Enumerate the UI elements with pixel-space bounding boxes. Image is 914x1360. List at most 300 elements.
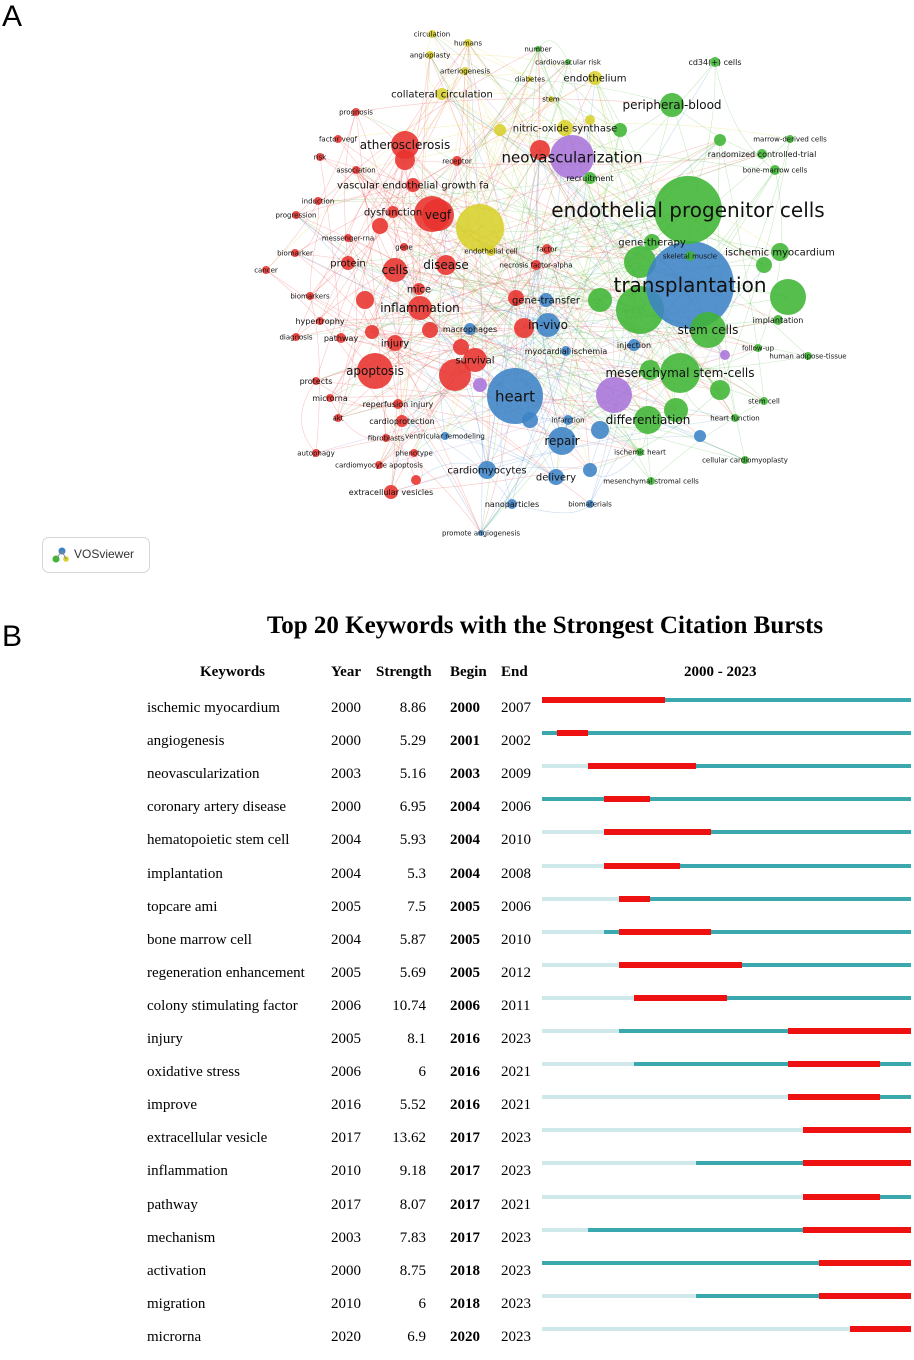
burst-row [0, 897, 914, 930]
timeline-inactive-segment [542, 930, 604, 934]
network-node [714, 134, 726, 146]
header-end: End [501, 664, 528, 680]
timeline-inactive-segment [542, 1327, 850, 1331]
end-cell: 2006 [501, 799, 531, 816]
network-node [494, 124, 506, 136]
network-node-label: nitric-oxide synthase [512, 123, 618, 135]
network-node-label: cardioprotection [369, 416, 435, 426]
timeline-inactive-segment [542, 1294, 696, 1298]
network-node [596, 377, 632, 413]
network-node-label: factor [536, 245, 558, 254]
year-cell: 2017 [331, 1196, 361, 1213]
strength-cell: 10.74 [392, 997, 426, 1014]
network-node-label: heart function [710, 414, 760, 423]
keyword-cell: implantation [147, 865, 223, 882]
network-node-label: endothelial progenitor cells [551, 198, 825, 222]
timeline-inactive-segment [542, 1228, 588, 1232]
end-cell: 2007 [501, 700, 531, 716]
network-node-label: ischemic myocardium [725, 247, 835, 259]
network-node-label: fibroblasts [367, 434, 405, 443]
timeline-burst-segment [604, 796, 650, 802]
timeline-burst-segment [819, 1293, 911, 1299]
strength-cell: 8.1 [407, 1031, 426, 1047]
network-node [473, 378, 487, 392]
keyword-cell: bone marrow cell [147, 931, 252, 948]
network-node-label: differentiation [605, 413, 691, 428]
burst-timeline [542, 797, 911, 803]
year-cell: 2004 [331, 931, 361, 948]
network-node-label: implantation [752, 315, 804, 325]
keyword-cell: improve [147, 1097, 197, 1114]
year-cell: 2004 [331, 832, 361, 849]
keyword-cell: microrna [147, 1328, 202, 1345]
timeline-inactive-segment [542, 830, 604, 834]
network-node-label: skeletal muscle [662, 252, 718, 261]
network-node-label: circulation [413, 30, 451, 39]
burst-timeline [542, 930, 911, 936]
timeline-inactive-segment [542, 1029, 619, 1033]
network-node [583, 463, 597, 477]
network-node-label: prognosis [339, 108, 373, 117]
begin-cell: 2016 [450, 1097, 480, 1114]
burst-row [0, 1128, 914, 1161]
network-node-label: protects [299, 376, 333, 386]
strength-cell: 9.18 [399, 1163, 426, 1180]
keyword-cell: activation [147, 1262, 207, 1279]
begin-cell: 2017 [450, 1163, 480, 1180]
begin-cell: 2004 [450, 799, 480, 816]
timeline-inactive-segment [542, 1095, 788, 1099]
strength-cell: 5.93 [399, 832, 426, 849]
network-node-label: cellular cardiomyoplasty [702, 456, 788, 465]
timeline-burst-segment [619, 929, 711, 935]
burst-row [0, 864, 914, 897]
network-node-label: biomarker [277, 249, 313, 258]
network-node-label: neovascularization [501, 148, 643, 167]
strength-cell: 6 [418, 1064, 426, 1081]
timeline-inactive-segment [542, 897, 619, 901]
network-node-label: mesenchymal stem-cells [605, 366, 755, 381]
burst-timeline [542, 1062, 911, 1068]
timeline-inactive-segment [542, 996, 634, 1000]
timeline-burst-segment [803, 1127, 911, 1133]
network-node-label: factor vegf [318, 135, 358, 144]
burst-row [0, 930, 914, 963]
burst-timeline [542, 1228, 911, 1234]
network-node [694, 430, 706, 442]
end-cell: 2021 [501, 1196, 531, 1213]
network-node-label: messenger-rna [321, 234, 375, 243]
keyword-cell: colony stimulating factor [147, 997, 298, 1014]
year-cell: 2000 [331, 799, 361, 816]
timeline-burst-segment [803, 1194, 880, 1200]
network-node-label: heart [495, 387, 535, 406]
network-node-label: marrow-derived cells [753, 135, 827, 144]
timeline-burst-segment [803, 1160, 911, 1166]
network-node-label: risk [313, 153, 327, 162]
end-cell: 2006 [501, 898, 531, 915]
network-node-label: microrna [312, 393, 348, 403]
year-cell: 2005 [331, 1031, 361, 1047]
network-node-label: macrophages [442, 324, 498, 334]
strength-cell: 13.62 [392, 1130, 426, 1147]
network-node-label: ventricular remodeling [405, 432, 485, 441]
timeline-inactive-segment [542, 1161, 696, 1165]
burst-timeline [542, 1128, 911, 1134]
network-node-label: akt [332, 414, 344, 423]
strength-cell: 8.07 [399, 1196, 426, 1213]
burst-row [0, 797, 914, 830]
network-node-label: association [336, 166, 376, 175]
burst-row [0, 1062, 914, 1095]
network-node-label: stem cell [748, 397, 780, 406]
network-node-label: biomaterials [568, 500, 612, 509]
network-node-label: repair [544, 434, 580, 449]
network-node-label: induction [301, 197, 335, 206]
network-labels [254, 30, 846, 537]
burst-timeline [542, 698, 911, 704]
begin-cell: 2000 [450, 700, 480, 716]
timeline-burst-segment [819, 1260, 911, 1266]
network-node-label: human adipose-tissue [769, 352, 847, 361]
year-cell: 2006 [331, 997, 361, 1014]
network-node-label: injection [616, 340, 652, 350]
burst-row [0, 1294, 914, 1327]
year-cell: 2020 [331, 1328, 361, 1345]
year-cell: 2005 [331, 964, 361, 981]
burst-row [0, 1095, 914, 1128]
network-node-label: inflammation [380, 301, 460, 316]
strength-cell: 8.75 [399, 1262, 426, 1279]
network-node-label: recruitment [566, 173, 614, 183]
burst-timeline [542, 764, 911, 770]
strength-cell: 5.16 [399, 766, 426, 783]
vosviewer-logo-icon [51, 546, 71, 564]
network-node-label: phenotype [395, 449, 433, 458]
network-node-label: dysfunction [363, 207, 423, 219]
timeline-active-segment [619, 897, 911, 901]
timeline-burst-segment [588, 763, 696, 769]
strength-cell: 5.29 [399, 733, 426, 750]
keyword-cooccurrence-network [0, 0, 914, 560]
network-node [770, 279, 806, 315]
burst-row [0, 1161, 914, 1194]
network-node-label: reperfusion injury [362, 399, 434, 409]
network-node-label: transplantation [613, 273, 767, 297]
end-cell: 2023 [501, 1328, 531, 1345]
timeline-burst-segment [803, 1227, 911, 1233]
network-node [356, 291, 374, 309]
strength-cell: 6.9 [407, 1328, 426, 1345]
network-node-label: atherosclerosis [359, 138, 451, 153]
network-node-label: disease [423, 258, 469, 273]
burst-row [0, 698, 914, 731]
strength-cell: 7.83 [399, 1229, 426, 1246]
network-node-label: progression [275, 211, 317, 220]
keyword-cell: oxidative stress [147, 1064, 240, 1081]
timeline-burst-segment [634, 995, 726, 1001]
timeline-burst-segment [788, 1061, 880, 1067]
burst-timeline [542, 1195, 911, 1201]
year-cell: 2003 [331, 766, 361, 783]
header-year: Year [331, 664, 361, 680]
year-cell: 2010 [331, 1295, 361, 1312]
vosviewer-badge [42, 537, 150, 573]
network-node [456, 204, 504, 252]
begin-cell: 2020 [450, 1328, 480, 1345]
network-node-label: hypertrophy [295, 316, 345, 326]
burst-row [0, 1029, 914, 1062]
year-cell: 2017 [331, 1130, 361, 1147]
keyword-cell: topcare ami [147, 898, 218, 915]
strength-cell: 5.52 [399, 1097, 426, 1114]
end-cell: 2021 [501, 1097, 531, 1114]
network-node-label: vegf [424, 208, 452, 223]
timeline-burst-segment [557, 730, 588, 736]
burst-timeline [542, 864, 911, 870]
header-strength: Strength [376, 664, 432, 680]
year-cell: 2000 [331, 733, 361, 750]
year-cell: 2016 [331, 1097, 361, 1114]
network-node-label: ischemic heart [614, 448, 666, 457]
network-node-label: gene-transfer [511, 295, 581, 307]
burst-timeline [542, 963, 911, 969]
year-cell: 2006 [331, 1064, 361, 1081]
network-node-label: angioplasty [409, 51, 451, 60]
timeline-burst-segment [619, 962, 742, 968]
network-node-label: myocardial ischemia [524, 346, 608, 356]
timeline-burst-segment [604, 863, 681, 869]
network-node-label: cells [381, 263, 409, 278]
network-node-label: apoptosis [346, 364, 404, 379]
burst-timeline [542, 1261, 911, 1267]
end-cell: 2023 [501, 1130, 531, 1147]
network-node-label: gene-therapy [618, 237, 686, 249]
keyword-cell: injury [147, 1031, 183, 1047]
begin-cell: 2005 [450, 931, 480, 948]
burst-timeline [542, 1161, 911, 1167]
end-cell: 2008 [501, 865, 531, 882]
strength-cell: 8.86 [399, 700, 426, 716]
header-begin: Begin [450, 664, 487, 680]
network-node [422, 322, 438, 338]
keyword-cell: extracellular vesicle [147, 1130, 268, 1147]
begin-cell: 2005 [450, 964, 480, 981]
burst-row [0, 1327, 914, 1360]
network-node-label: diabetes [514, 75, 546, 84]
network-node-label: stem [542, 95, 560, 104]
keyword-cell: migration [147, 1295, 206, 1312]
timeline-inactive-segment [542, 1195, 803, 1199]
end-cell: 2023 [501, 1229, 531, 1246]
network-node-label: promote angiogenesis [442, 529, 520, 538]
burst-timeline [542, 897, 911, 903]
network-node-label: necrosis factor-alpha [499, 261, 573, 270]
network-node-label: collateral circulation [391, 89, 493, 101]
begin-cell: 2004 [450, 832, 480, 849]
timeline-burst-segment [542, 697, 665, 703]
end-cell: 2012 [501, 964, 531, 981]
burst-row [0, 963, 914, 996]
network-node-label: nanoparticles [484, 499, 540, 509]
network-node-label: cardiovascular risk [535, 58, 601, 67]
timeline-burst-segment [788, 1028, 911, 1034]
network-node-label: vascular endothelial growth fa [337, 180, 489, 192]
strength-cell: 5.3 [407, 865, 426, 882]
network-node-label: mesenchymal stromal cells [603, 477, 699, 486]
network-node [720, 350, 730, 360]
network-node-label: stem cells [677, 323, 739, 338]
begin-cell: 2018 [450, 1295, 480, 1312]
network-node [411, 475, 421, 485]
network-node [372, 218, 388, 234]
year-cell: 2000 [331, 1262, 361, 1279]
strength-cell: 5.69 [399, 964, 426, 981]
begin-cell: 2018 [450, 1262, 480, 1279]
network-node-label: infarction [551, 416, 585, 425]
keyword-cell: ischemic myocardium [147, 700, 280, 716]
strength-cell: 7.5 [407, 898, 426, 915]
begin-cell: 2017 [450, 1229, 480, 1246]
network-node-label: cardiomyocyte apoptosis [335, 461, 423, 470]
burst-row [0, 830, 914, 863]
keyword-cell: mechanism [147, 1229, 216, 1246]
end-cell: 2023 [501, 1163, 531, 1180]
panel-b-label: B [2, 620, 23, 653]
begin-cell: 2004 [450, 865, 480, 882]
keyword-cell: neovascularization [147, 766, 260, 783]
network-node-label: protein [330, 258, 366, 270]
timeline-inactive-segment [542, 963, 619, 967]
begin-cell: 2016 [450, 1064, 480, 1081]
end-cell: 2009 [501, 766, 531, 783]
strength-cell: 6.95 [399, 799, 426, 816]
year-cell: 2010 [331, 1163, 361, 1180]
timeline-inactive-segment [542, 864, 604, 868]
year-cell: 2000 [331, 700, 361, 716]
network-node [588, 288, 612, 312]
end-cell: 2023 [501, 1031, 531, 1047]
keyword-cell: angiogenesis [147, 733, 225, 750]
network-node-label: delivery [535, 472, 577, 484]
begin-cell: 2006 [450, 997, 480, 1014]
network-node-label: autophagy [297, 449, 335, 458]
burst-row [0, 764, 914, 797]
network-node-label: arteriogenesis [439, 67, 491, 76]
end-cell: 2002 [501, 733, 531, 750]
network-node-label: diagnosis [279, 333, 313, 342]
end-cell: 2023 [501, 1295, 531, 1312]
network-node-label: endothelial cell [464, 247, 518, 256]
network-node-label: extracellular vesicles [348, 487, 434, 497]
end-cell: 2023 [501, 1262, 531, 1279]
network-node-label: peripheral-blood [622, 98, 722, 113]
timeline-active-segment [542, 797, 911, 801]
burst-timeline [542, 731, 911, 737]
year-cell: 2004 [331, 865, 361, 882]
network-node-label: survival [455, 355, 495, 367]
year-cell: 2005 [331, 898, 361, 915]
begin-cell: 2017 [450, 1130, 480, 1147]
strength-cell: 5.87 [399, 931, 426, 948]
year-cell: 2003 [331, 1229, 361, 1246]
keyword-cell: coronary artery disease [147, 799, 287, 816]
network-node-label: gene [395, 243, 413, 252]
network-node-label: biomarkers [290, 292, 330, 301]
burst-timeline [542, 996, 911, 1002]
begin-cell: 2016 [450, 1031, 480, 1047]
network-node-label: receptor [442, 157, 472, 166]
network-node-label: in-vivo [528, 318, 568, 333]
network-node-label: follow-up [741, 344, 775, 353]
network-node-label: cd34(+) cells [688, 57, 742, 67]
keyword-cell: inflammation [147, 1163, 228, 1180]
network-node-label: cardiomyocytes [447, 465, 527, 477]
network-node-label: endothelium [563, 73, 627, 85]
header-range: 2000 - 2023 [684, 664, 757, 680]
network-node-label: randomized controlled-trial [707, 149, 817, 159]
keyword-cell: hematopoietic stem cell [147, 832, 290, 849]
network-node-label: bone-marrow cells [742, 166, 808, 175]
network-link [301, 381, 316, 453]
begin-cell: 2001 [450, 733, 480, 750]
burst-row [0, 1195, 914, 1228]
end-cell: 2010 [501, 931, 531, 948]
burst-row [0, 996, 914, 1029]
network-node [756, 257, 772, 273]
keyword-cell: regeneration enhancement [147, 964, 305, 981]
end-cell: 2021 [501, 1064, 531, 1081]
timeline-burst-segment [850, 1326, 912, 1332]
begin-cell: 2003 [450, 766, 480, 783]
burst-timeline [542, 1029, 911, 1035]
keyword-cell: pathway [147, 1196, 198, 1213]
burst-timeline [542, 830, 911, 836]
burst-row [0, 1228, 914, 1261]
timeline-burst-segment [604, 829, 712, 835]
burst-timeline [542, 1095, 911, 1101]
timeline-burst-segment [619, 896, 650, 902]
network-node-label: pathway [323, 333, 359, 343]
burst-timeline [542, 1294, 911, 1300]
timeline-inactive-segment [542, 1128, 803, 1132]
vosviewer-label: VOSviewer [74, 547, 135, 561]
timeline-burst-segment [788, 1094, 880, 1100]
timeline-inactive-segment [542, 1062, 634, 1066]
begin-cell: 2005 [450, 898, 480, 915]
burst-row [0, 731, 914, 764]
network-node [365, 325, 379, 339]
timeline-active-segment [542, 731, 911, 735]
header-keywords: Keywords [200, 664, 265, 680]
network-node-label: number [524, 45, 552, 54]
network-node-label: injury [380, 338, 410, 350]
network-node-label: mice [406, 284, 432, 296]
network-link [295, 201, 318, 253]
network-node-label: cancer [254, 266, 278, 275]
end-cell: 2011 [501, 997, 531, 1014]
burst-row [0, 1261, 914, 1294]
strength-cell: 6 [418, 1295, 426, 1312]
burst-timeline [542, 1327, 911, 1333]
timeline-inactive-segment [542, 764, 588, 768]
network-node [710, 380, 730, 400]
begin-cell: 2017 [450, 1196, 480, 1213]
network-node-label: humans [453, 39, 483, 48]
end-cell: 2010 [501, 832, 531, 849]
panel-a-label: A [2, 0, 23, 33]
burst-table-title: Top 20 Keywords with the Strongest Citation Bursts [266, 612, 824, 639]
